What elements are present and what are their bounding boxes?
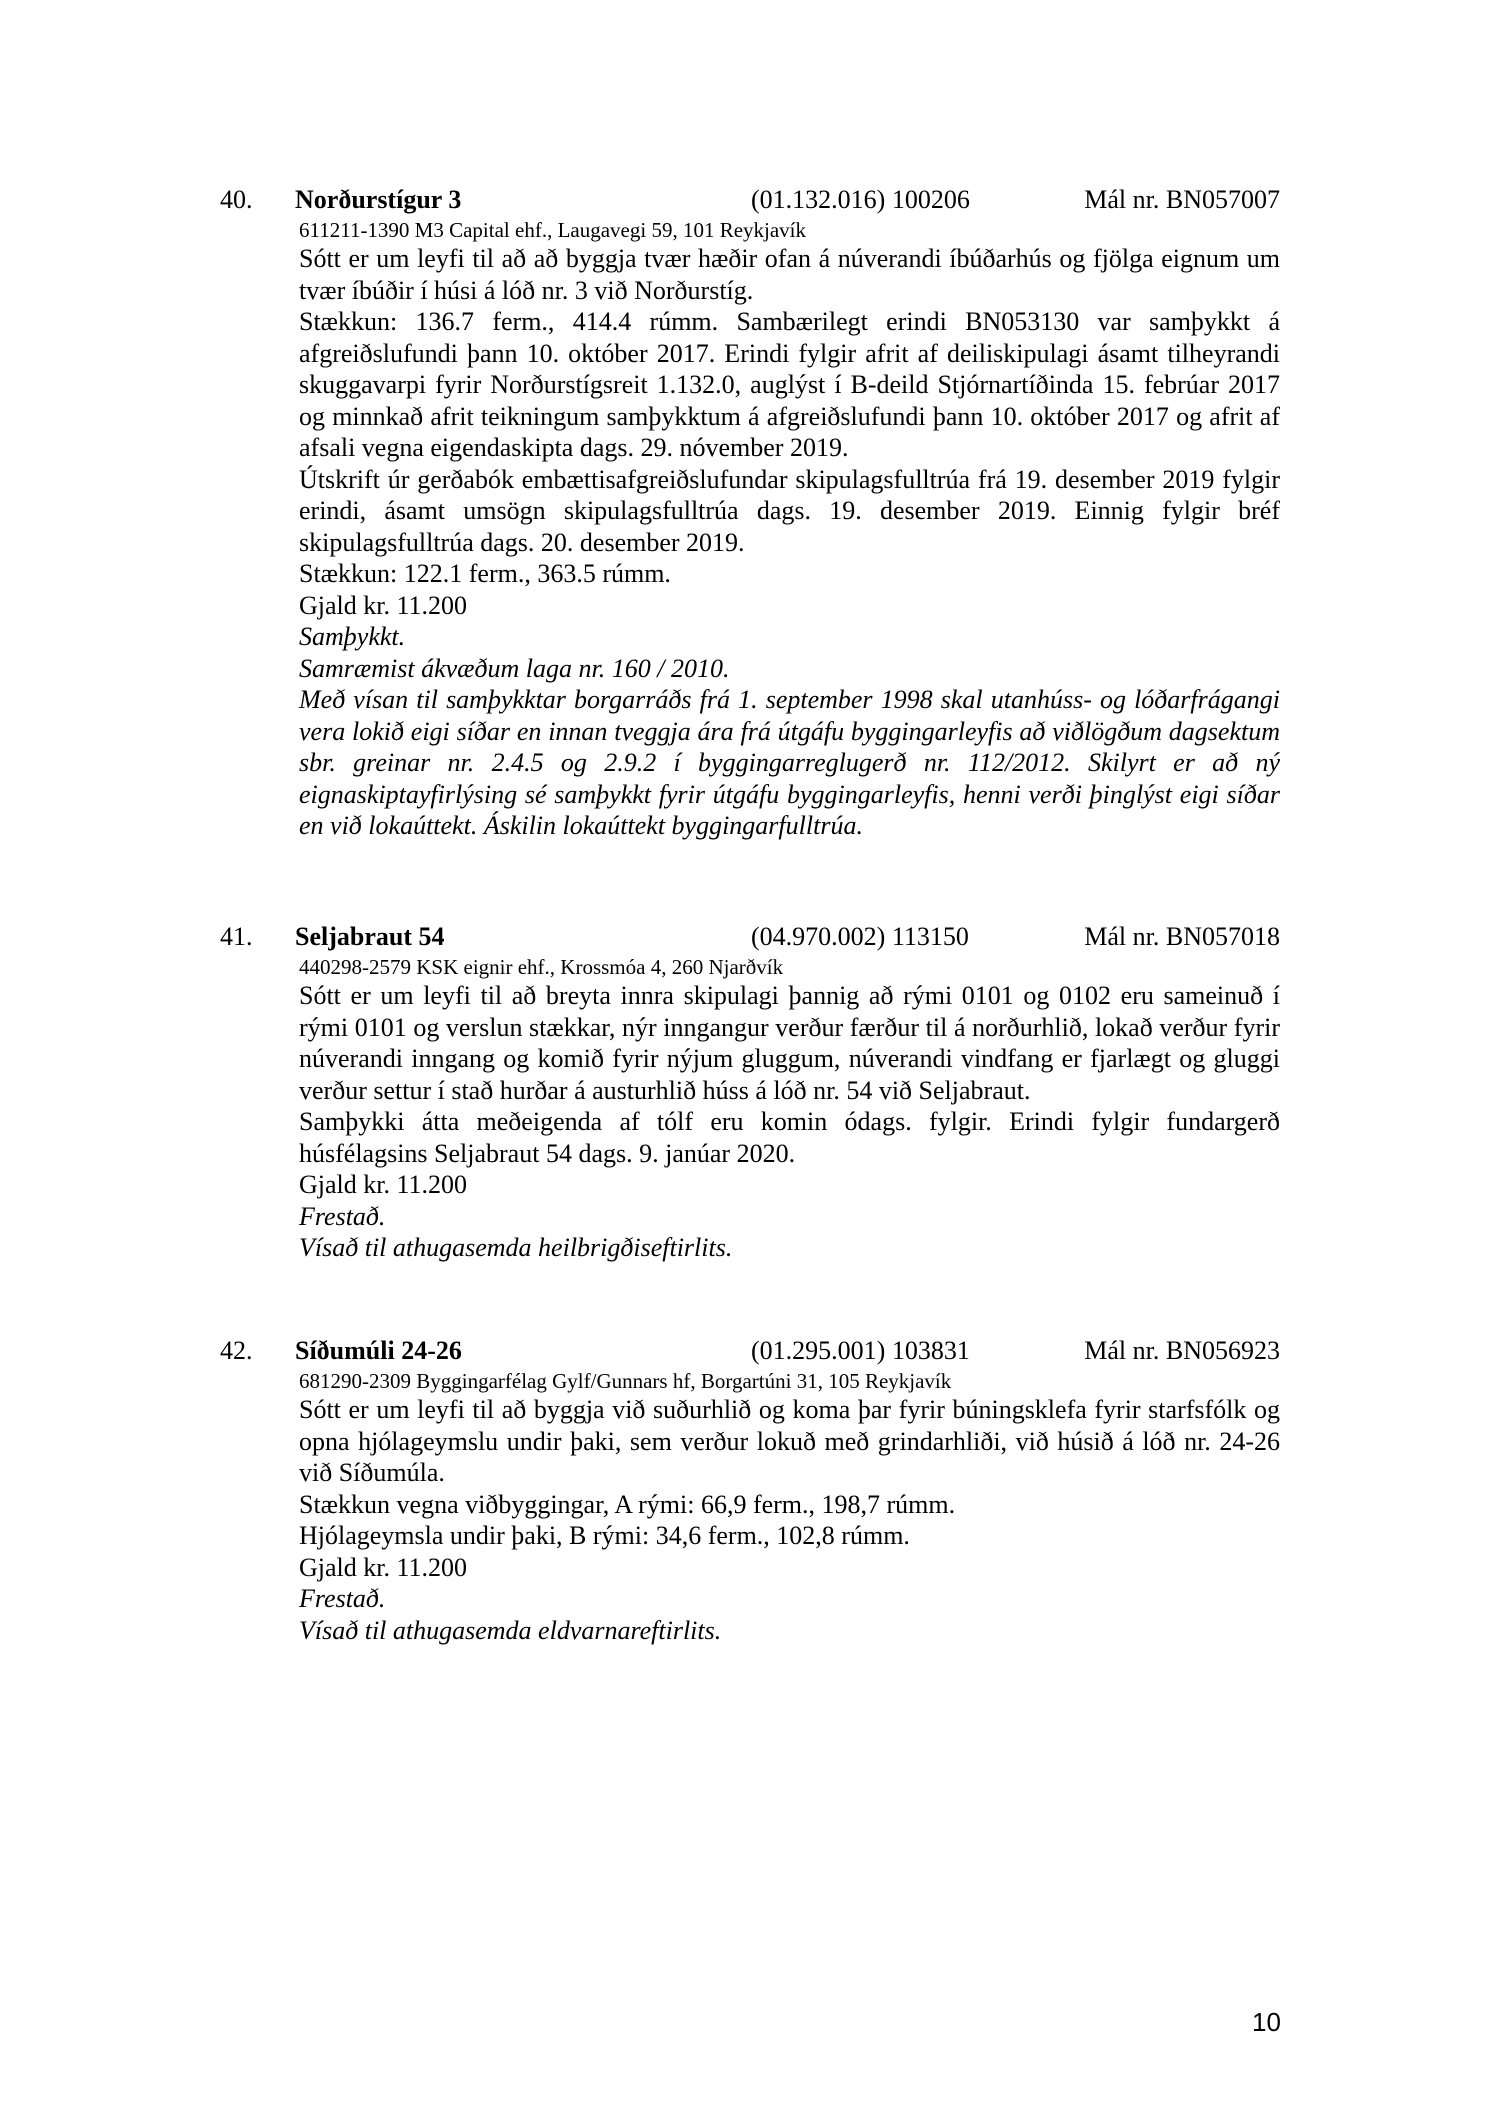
entry-fee: Gjald kr. 11.200 (299, 1552, 468, 1582)
entry-paragraph: Sótt er um leyfi til að byggja við suðurhlið og koma þar fyrir búningsklefa fyrir starfsfólk og opna hjólageymslu undir þaki, sem verður lokuð með grindarhliði, við húsið á lóð nr. 24-26 við Síðumúla. (299, 1395, 1280, 1487)
entry-paragraph: Útskrift úr gerðabók embættisafgreiðslufundar skipulagsfulltrúa frá 19. desember 2019 fylgir erindi, ásamt umsögn skipulagsfulltrúa dags. 19. desember 2019. Einnig fylgir bréf skipulagsfulltrúa dags. 20. desember 2019. (299, 464, 1280, 557)
entry-property-code: (04.970.002) 113150 (751, 922, 969, 951)
entry-body (299, 1368, 1280, 1646)
entry-applicant: 440298-2579 KSK eignir ehf., Krossmóa 4, 260 Njarðvík (299, 955, 784, 979)
entry-property-code: (01.295.001) 103831 (751, 1336, 970, 1365)
entry-case-number: Mál nr. BN057018 (1084, 922, 1280, 951)
agenda-entry-40 (220, 183, 1280, 842)
entry-paragraph: Hjólageymsla undir þaki, B rými: 34,6 ferm., 102,8 rúmm. (299, 1521, 910, 1550)
entry-header (220, 1334, 1280, 1368)
entry-case-number: Mál nr. BN056923 (1084, 1336, 1280, 1365)
entry-fee: Gjald kr. 11.200 (299, 1170, 468, 1199)
entry-body (299, 954, 1280, 1264)
entry-decision: Vísað til athugasemda heilbrigðiseftirlits. (299, 1233, 733, 1262)
entry-case-number: Mál nr. BN057007 (1084, 185, 1280, 214)
entry-decision: Vísað til athugasemda eldvarnareftirlits. (299, 1615, 722, 1645)
entry-header (220, 920, 1280, 954)
agenda-entry-42 (220, 1334, 1280, 1646)
entry-applicant: 611211-1390 M3 Capital ehf., Laugavegi 59, 101 Reykjavík (299, 218, 807, 242)
entry-paragraph: Samþykki átta meðeigenda af tólf eru komin ódags. fylgir. Erindi fylgir fundargerð húsfélagsins Seljabraut 54 dags. 9. janúar 2020. (299, 1107, 1280, 1168)
entry-decision: Samræmist ákvæðum laga nr. 160 / 2010. (299, 653, 730, 683)
entry-paragraph: Stækkun vegna viðbyggingar, A rými: 66,9 ferm., 198,7 rúmm. (299, 1489, 956, 1519)
entry-number: 40. (220, 185, 253, 214)
entry-decision: Frestað. (299, 1584, 386, 1613)
entry-fee: Gjald kr. 11.200 (299, 590, 468, 620)
entry-paragraph: Stækkun: 122.1 ferm., 363.5 rúmm. (299, 559, 671, 588)
entry-body (299, 217, 1280, 842)
entry-decision: Frestað. (299, 1201, 386, 1231)
agenda-entry-41 (220, 920, 1280, 1264)
entry-number: 41. (220, 922, 253, 951)
entry-applicant: 681290-2309 Byggingarfélag Gylf/Gunnars hf, Borgartúni 31, 105 Reykjavík (299, 1369, 952, 1393)
entry-address: Norðurstígur 3 (295, 185, 462, 214)
entry-address: Seljabraut 54 (295, 922, 445, 951)
entry-paragraph: Sótt er um leyfi til að að byggja tvær hæðir ofan á núverandi íbúðarhús og fjölga eignum um tvær íbúðir í húsi á lóð nr. 3 við Norðurstíg. (299, 244, 1280, 305)
entry-paragraph: Sótt er um leyfi til að breyta innra skipulagi þannig að rými 0101 og 0102 eru sameinuð í rými 0101 og verslun stækkar, nýr inngangur verður færður til á norðurhlið, lokað verður fyrir núverandi inngang og komið fyrir nýjum gluggum, núverandi vindfang er fjarlægt og gluggi verður settur í stað hurðar á austurhlið húss á lóð nr. 54 við Seljabraut. (299, 981, 1280, 1105)
page-number: 10 (1252, 2007, 1281, 2037)
entry-property-code: (01.132.016) 100206 (751, 185, 970, 214)
entry-address: Síðumúli 24-26 (295, 1336, 462, 1365)
entry-number: 42. (220, 1336, 253, 1365)
entry-decision: Samþykkt. (299, 622, 406, 651)
entry-paragraph: Stækkun: 136.7 ferm., 414.4 rúmm. Sambærilegt erindi BN053130 var samþykkt á afgreiðslufundi þann 10. október 2017. Erindi fylgir afrit af deiliskipulagi ásamt tilheyrandi skuggavarpi fyrir Norðurstígsreit 1.132.0, auglýst í B-deild Stjórnartíðinda 15. febrúar 2017 og minnkað afrit teikningum samþykktum á afgreiðslufundi þann 10. október 2017 og afrit af afsali vegna eigendaskipta dags. 29. nóvember 2019. (299, 307, 1280, 462)
entry-decision: Með vísan til samþykktar borgarráðs frá 1. september 1998 skal utanhúss- og lóðarfrágangi vera lokið eigi síðar en innan tveggja ára frá útgáfu byggingarleyfis að viðlögðum dagsektum sbr. greinar nr. 2.4.5 og 2.9.2 í byggingarreglugerð nr. 112/2012. Skilyrt er að ný eignaskiptayfirlýsing sé samþykkt fyrir útgáfu byggingarleyfis, henni verði þinglýst eigi síðar en við lokaúttekt. Áskilin lokaúttekt byggingarfulltrúa. (299, 685, 1280, 840)
entry-header (220, 183, 1280, 217)
